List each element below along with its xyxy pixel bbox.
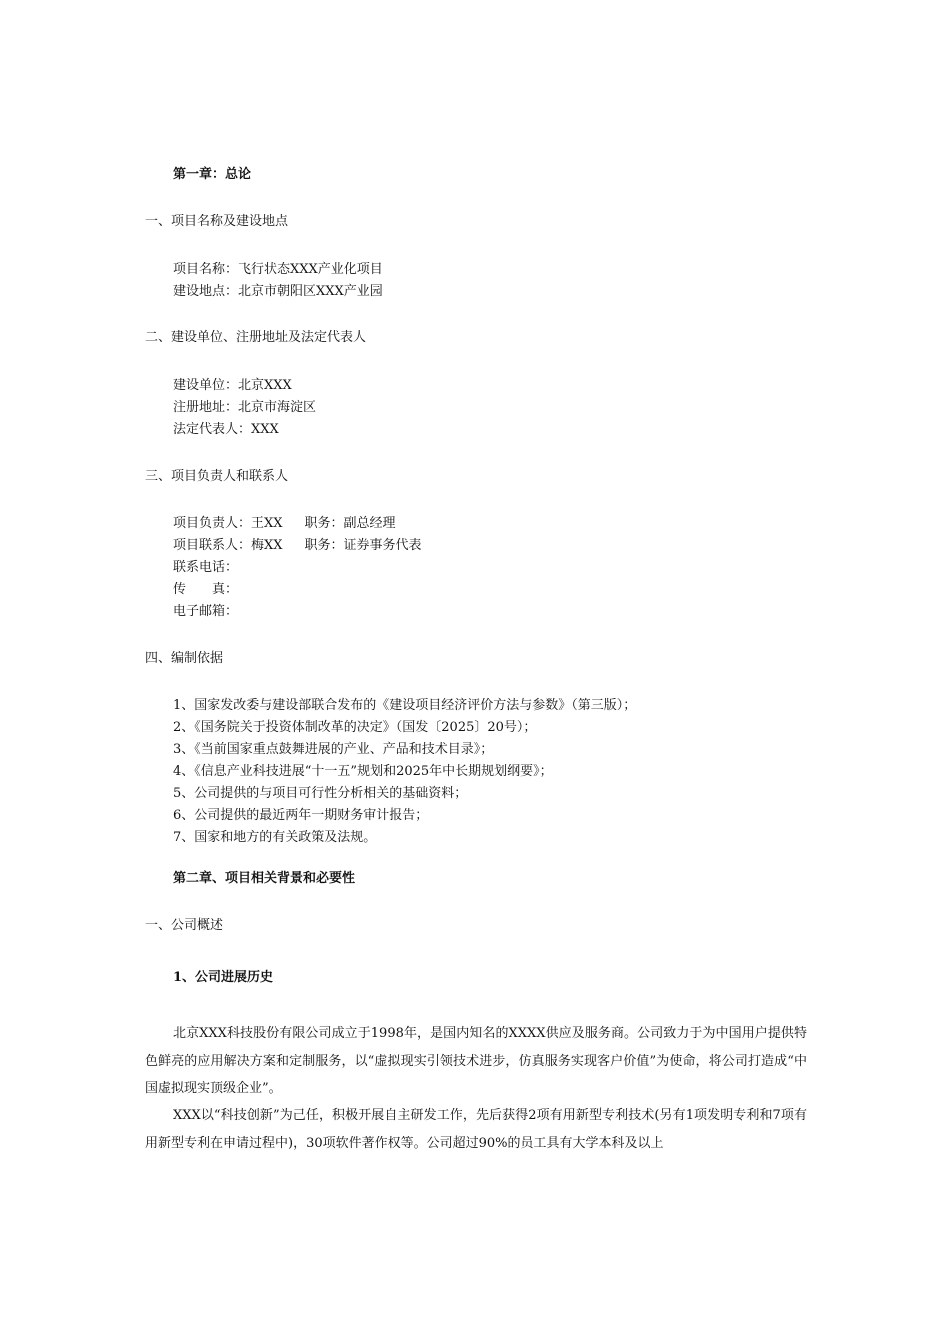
fax-line xyxy=(173,581,238,599)
basis-item-4: 4、《信息产业科技进展“十一五”规划和2025年中长期规划纲要》； xyxy=(173,764,553,779)
chapter-1-title: 第一章：总论 xyxy=(173,167,252,182)
project-site: 建设地点：北京市朝阳区XXX产业园 xyxy=(173,284,383,299)
section-3-heading: 三、项目负责人和联系人 xyxy=(145,469,289,484)
basis-item-6: 6、公司提供的最近两年一期财务审计报告； xyxy=(173,808,429,823)
basis-item-3: 3、《当前国家重点鼓舞进展的产业、产品和技术目录》； xyxy=(173,742,494,757)
fax-label-a: 传 xyxy=(173,582,187,597)
company-history-paragraph-2: XXX以“科技创新”为己任，积极开展自主研发工作，先后获得2项有用新型专利技术(另有1项发明专利和7项有用新型专利在申请过程中)，30项软件著作权等。公司超过90%的员工具有大学本科及以上 xyxy=(145,1108,807,1151)
chapter-2-title: 第二章、项目相关背景和必要性 xyxy=(173,871,356,886)
construction-unit: 建设单位：北京XXX xyxy=(173,378,292,393)
project-contact: 项目联系人：梅XX xyxy=(173,538,283,553)
project-leader-line xyxy=(173,515,396,533)
project-leader: 项目负责人：王XX xyxy=(173,516,283,531)
legal-representative: 法定代表人：XXX xyxy=(173,422,279,437)
basis-item-1: 1、国家发改委与建设部联合发布的《建设项目经济评价方法与参数》（第三版）； xyxy=(173,698,637,713)
company-history-heading: 1、公司进展历史 xyxy=(173,970,274,985)
contact-phone: 联系电话： xyxy=(173,560,239,575)
registered-address: 注册地址：北京市海淀区 xyxy=(173,400,317,415)
project-name: 项目名称：飞行状态XXX产业化项目 xyxy=(173,262,383,277)
project-contact-role: 职务：证券事务代表 xyxy=(304,538,422,553)
fax-label-b: 真： xyxy=(212,582,239,597)
project-leader-role: 职务：副总经理 xyxy=(304,516,396,531)
section-4-heading: 四、编制依据 xyxy=(145,651,224,666)
company-history-paragraph-1: 北京XXX科技股份有限公司成立于1998年，是国内知名的XXXX供应及服务商。公司致力于为中国用户提供特色鲜亮的应用解决方案和定制服务，以“虚拟现实引领技术进步，仿真服务实现客户价值”为使命，将公司打造成“中国虚拟现实顶级企业”。 xyxy=(145,1026,807,1096)
section-2-heading: 二、建设单位、注册地址及法定代表人 xyxy=(145,330,367,345)
section-1-heading: 一、项目名称及建设地点 xyxy=(145,214,289,229)
basis-item-7: 7、国家和地方的有关政策及法规。 xyxy=(173,830,377,845)
basis-item-2: 2、《国务院关于投资体制改革的决定》（国发〔2025〕20号）； xyxy=(173,720,537,735)
company-overview-heading: 一、公司概述 xyxy=(145,918,224,933)
contact-email: 电子邮箱： xyxy=(173,604,239,619)
basis-item-5: 5、公司提供的与项目可行性分析相关的基础资料； xyxy=(173,786,468,801)
project-contact-line xyxy=(173,537,422,555)
